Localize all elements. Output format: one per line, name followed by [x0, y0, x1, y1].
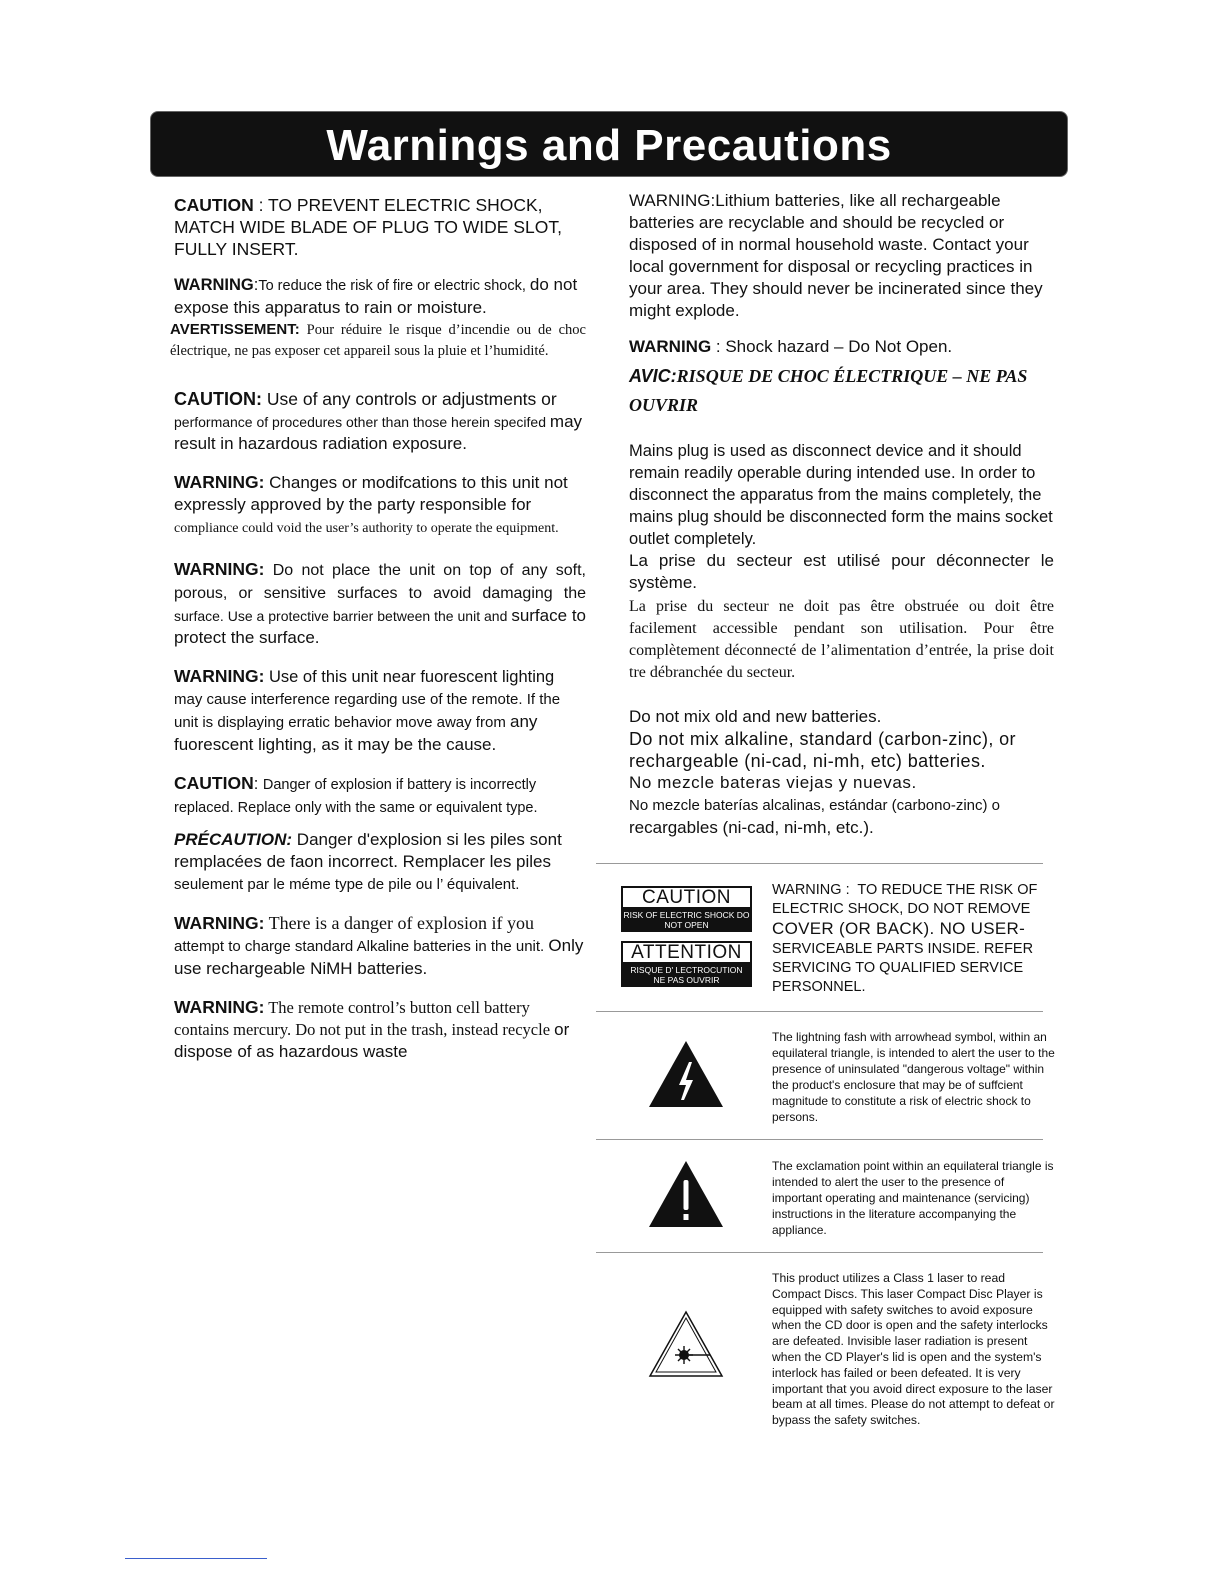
plug-caution: CAUTION : TO PREVENT ELECTRIC SHOCK, MATCH WIDE BLADE OF PLUG TO WIDE SLOT, FULLY INSERT. — [174, 195, 562, 259]
laser-symbol-text: This product utilizes a Class 1 laser to read Compact Discs. This laser Compact Disc Player is equipped with safety switches to avoid exposure when the CD door is open and the safety interlocks are defeated. Invisible laser radiation is present when the CD Player's lid is open and the system's interlock has failed or been defeated. It is very important that you avoid direct exposure to the laser beam at all times. Please do not attempt to defeat or bypass the safety switches. — [772, 1271, 1055, 1428]
controls-caution: CAUTION: Use of any controls or adjustments or performance of procedures other than those herein specifed may result in hazardous radiation exposure. — [174, 389, 583, 453]
battery-mix-3: No mezcle bateras viejas y nuevas. — [629, 773, 917, 792]
battery-mix-4: No mezcle baterías alcalinas, estándar (carbono-zinc) o recargables (ni-cad, ni-mh, etc.). — [629, 797, 1001, 837]
lightning-symbol-text: The lightning fash with arrowhead symbol, within an equilateral triangle, is intended to alert the user to the presence of uninsulated "dangerous voltage" within the product's enclosure that may be of suffcient magnitude to constitute a risk of electric shock to persons. — [772, 1030, 1055, 1124]
mains-plug-fr2: La prise du secteur ne doit pas être obstruée ou doit être facilement accessible pendant son utilisation. Pour être complètement déconnecté de l’alimentation d’entrée, la prise doit tre débranchée du secteur. — [629, 598, 1054, 681]
mains-plug-fr1: La prise du secteur est utilisé pour déconnecter le système. — [629, 551, 1054, 592]
lithium-warning: WARNING:Lithium batteries, like all rechargeable batteries are recyclable and should be recycled or disposed of in normal household waste. Contact your local government for disposal or recycling practices in your area. They should never be incinerated since they might explode. — [629, 191, 1043, 320]
alkaline-charge-warning: WARNING: There is a danger of explosion if you attempt to charge standard Alkaline batteries in the unit. Only use rechargeable NiMH batteries. — [174, 913, 584, 978]
avertissement-notice: AVERTISSEMENT: Pour réduire le risque d’incendie ou de choc électrique, ne pas exposer cet appareil sous la pluie et l’humidité. — [170, 321, 586, 359]
changes-warning: WARNING: Changes or modifcations to this unit not expressly approved by the party responsible for compliance could void the user’s authority to operate the equipment. — [174, 472, 568, 536]
title-banner — [151, 112, 1067, 176]
battery-mix-1: Do not mix old and new batteries. — [629, 707, 882, 726]
avic-notice: AVIC:RISQUE DE CHOC ÉLECTRIQUE – NE PAS OUVRIR — [629, 366, 1028, 415]
page-title: Warnings and Precautions — [326, 121, 892, 170]
caution-label-title: CAUTION — [623, 888, 750, 907]
divider — [596, 1252, 1043, 1253]
right-column — [629, 190, 1054, 839]
battery-mix-2: Do not mix alkaline, standard (carbon-zinc), or rechargeable (ni-cad, ni-mh, etc) batteries. — [629, 729, 1016, 771]
attention-label-sub1: RISQUE D' LECTROCUTION — [630, 965, 743, 975]
lightning-triangle-icon — [648, 1040, 724, 1108]
label-warning-text: WARNING : TO REDUCE THE RISK OF ELECTRIC SHOCK, DO NOT REMOVE COVER (OR BACK). NO USER- SERVICEABLE PARTS INSIDE. REFER SERVICING TO QUALIFIED SERVICE PERSONNEL. — [772, 882, 1038, 995]
divider — [596, 1011, 1043, 1012]
divider — [596, 1139, 1043, 1140]
placement-warning: WARNING: Do not place the unit on top of any soft, porous, or sensitive surfaces to avoid damaging the surface. Use a protective barrier between the unit and surface to protect the surface. — [174, 559, 586, 647]
fluorescent-warning: WARNING: Use of this unit near fuorescent lighting may cause interference regarding use of the remote. If the unit is displaying erratic behavior move away from any fuorescent lighting, as it may be the cause. — [174, 666, 561, 754]
attention-label-title: ATTENTION — [623, 943, 750, 962]
attention-label-sub2: NE PAS OUVRIR — [653, 975, 720, 985]
exclamation-triangle-icon — [648, 1160, 724, 1228]
rain-warning: WARNING:To reduce the risk of fire or electric shock, do not expose this apparatus to rain or moisture. — [174, 275, 578, 317]
divider — [596, 863, 1043, 864]
battery-replace-caution: CAUTION: Danger of explosion if battery is incorrectly replaced. Replace only with the same or equivalent type. — [174, 773, 538, 816]
exclamation-symbol-text: The exclamation point within an equilateral triangle is intended to alert the user to the presence of important operating and maintenance (servicing) instructions in the literature accompanying the appliance. — [772, 1159, 1054, 1237]
shock-warning: WARNING : Shock hazard – Do Not Open. — [629, 337, 953, 356]
remote-cell-warning: WARNING: The remote control’s button cell battery contains mercury. Do not put in the trash, instead recycle or dispose of as hazardous waste — [174, 997, 570, 1061]
laser-triangle-icon — [648, 1310, 724, 1378]
footnote-rule — [125, 1558, 267, 1559]
mains-plug-en: Mains plug is used as disconnect device and it should remain readily operable during intended use. In order to disconnect the apparatus from the mains completely, the mains plug should be disconnected form the mains socket outlet completely. — [629, 442, 1053, 548]
left-column — [170, 194, 586, 1079]
caution-label — [621, 886, 752, 932]
precaution-fr: PRÉCAUTION: Danger d'explosion si les piles sont remplacées de faon incorrect. Remplacer les piles seulement par le méme type de pile ou l’ équivalent. — [174, 830, 562, 893]
attention-label — [621, 941, 752, 987]
caution-label-sub: RISK OF ELECTRIC SHOCK DO NOT OPEN — [623, 910, 750, 930]
